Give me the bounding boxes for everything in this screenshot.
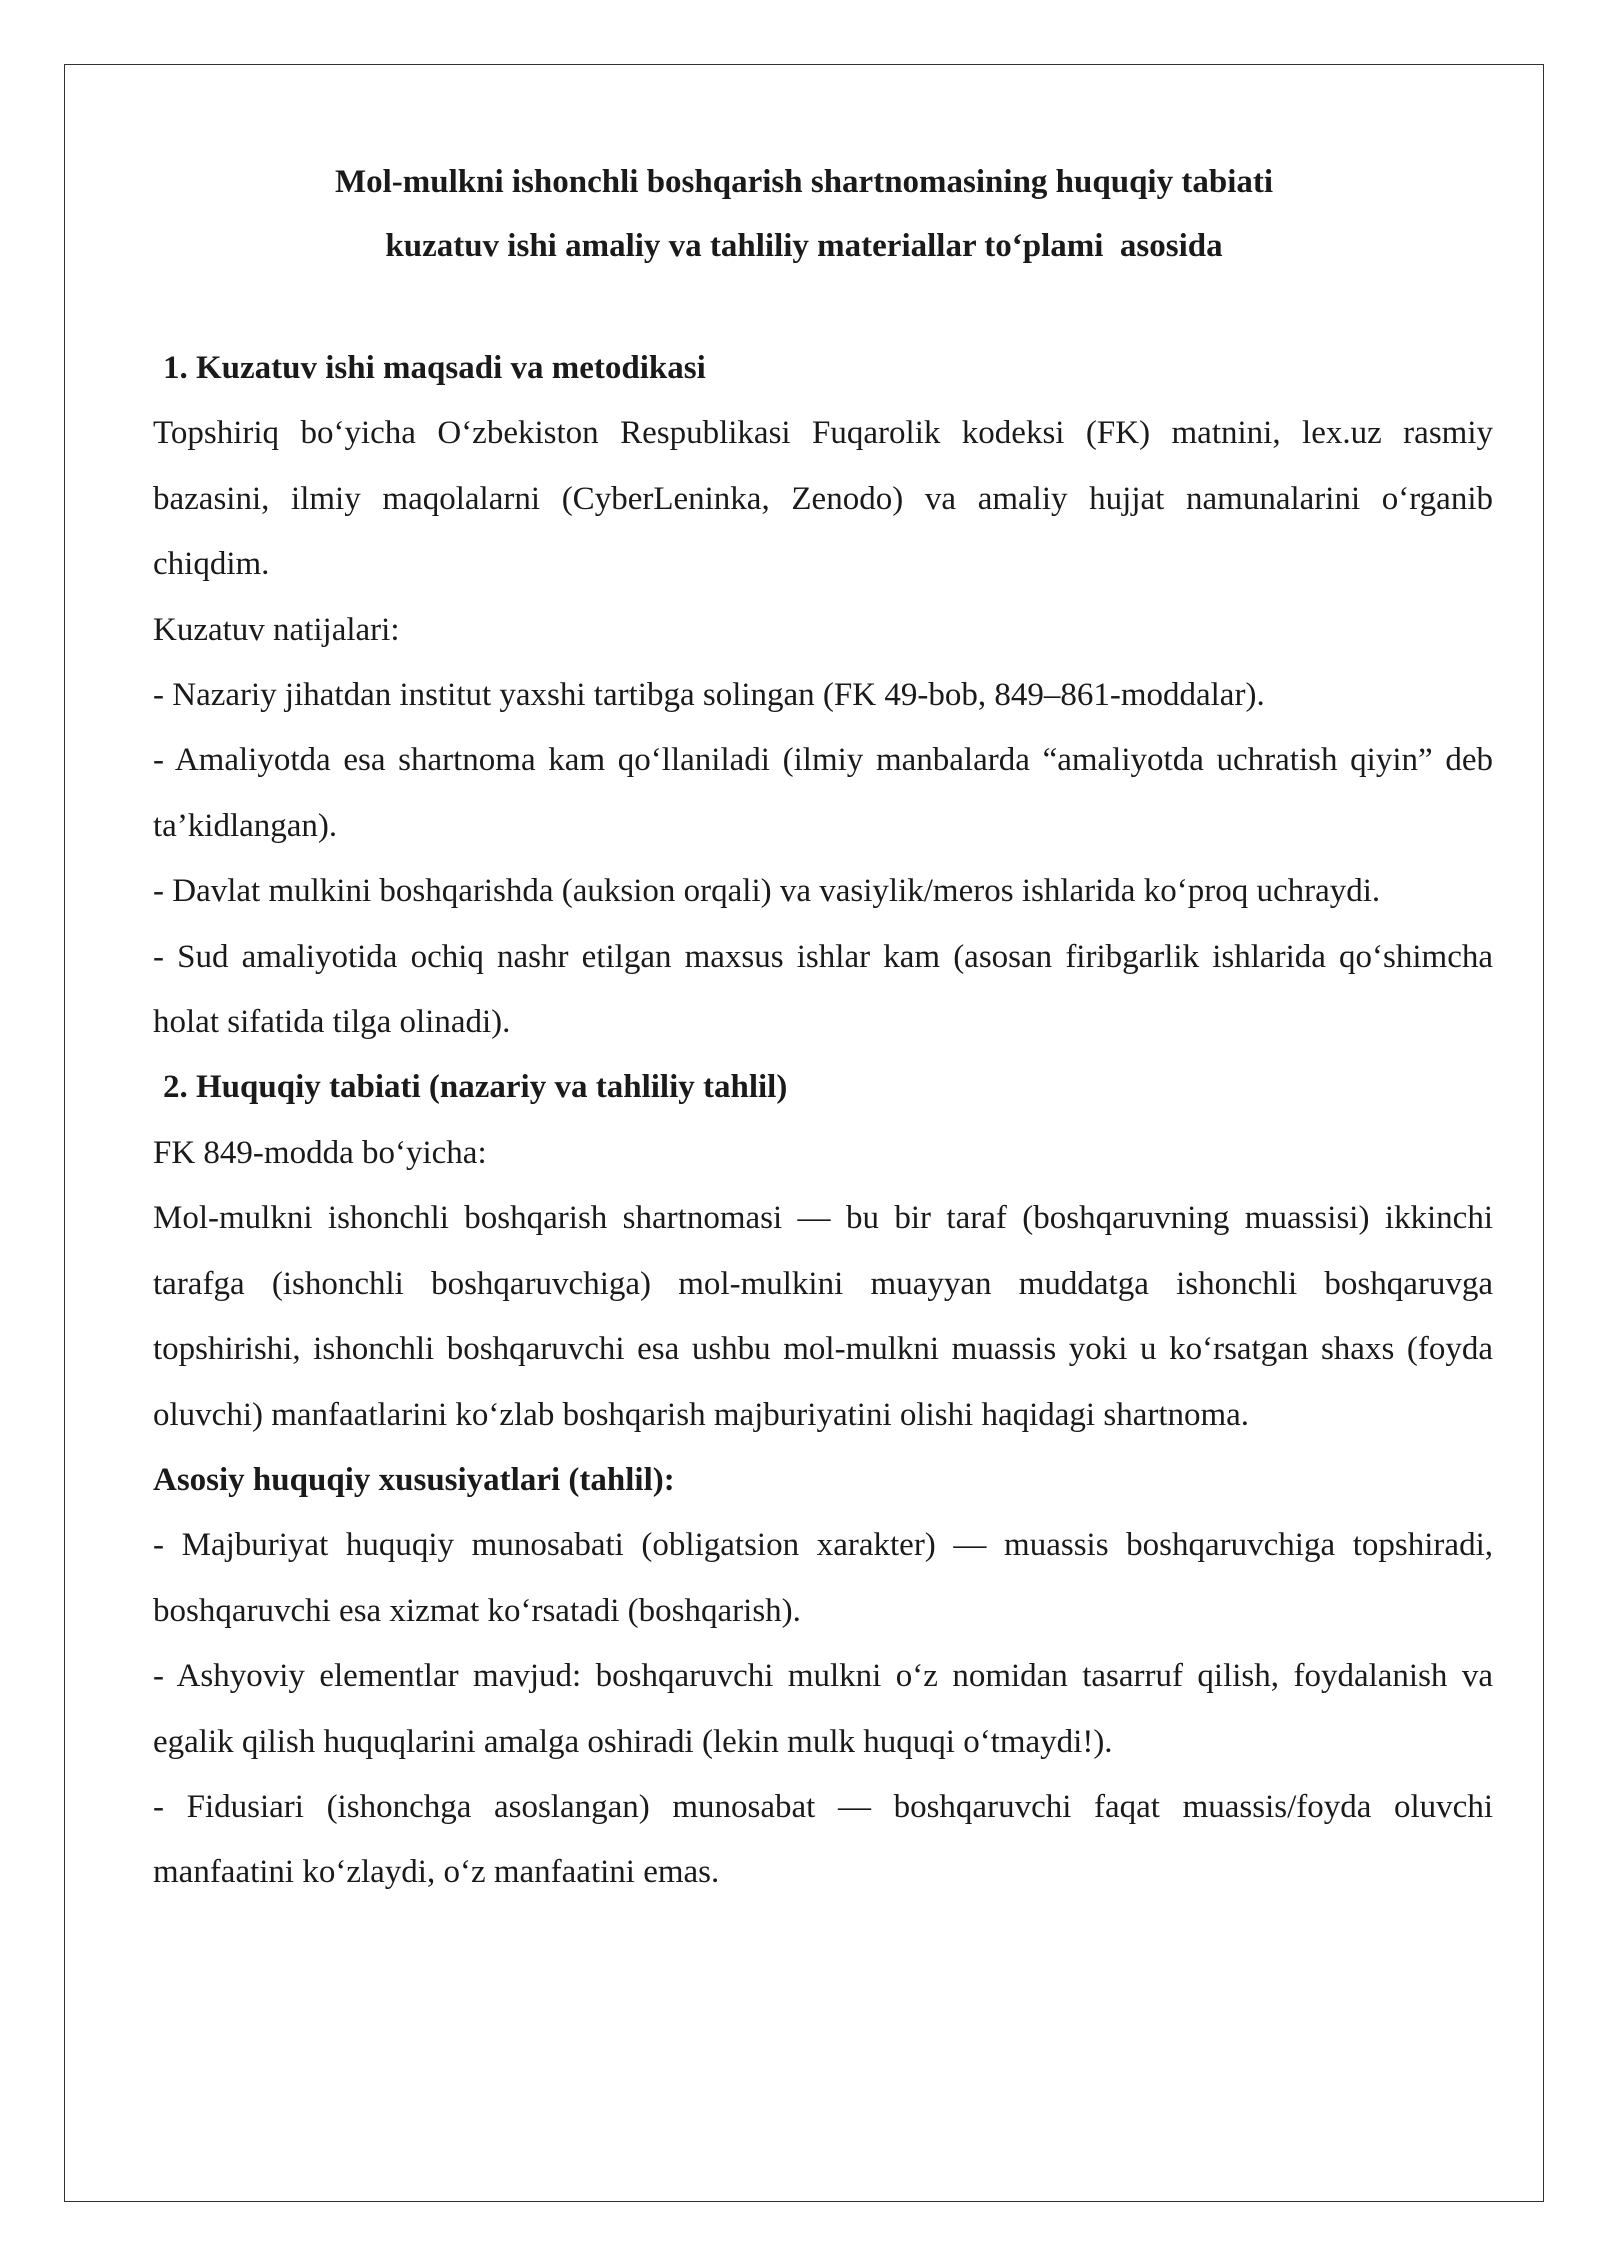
features-heading: Asosiy huquqiy xususiyatlari (tahlil): <box>153 1461 675 1498</box>
section-1-intro: Topshiriq bo‘yicha O‘zbekiston Respublikasi Fuqarolik kodeksi (FK) matnini, lex.uz rasmiy bazasini, ilmiy maqolalarni (CyberLeninka, Zenodo) va amaliy hujjat namunalarini o‘rganib chiqdim. <box>153 415 1493 583</box>
feature-item: - Ashyoviy elementlar mavjud: boshqaruvchi mulkni o‘z nomidan tasarruf qilish, foydalanish va egalik qilish huquqlarini amalga oshiradi (lekin mulk huquqi o‘tmaydi!). <box>153 1658 1493 1760</box>
result-item: - Davlat mulkini boshqarishda (auksion orqali) va vasiylik/meros ishlarida ko‘proq uchraydi. <box>153 873 1381 910</box>
title-line-1: Mol-mulkni ishonchli boshqarish shartnomasining huquqiy tabiati <box>334 164 1274 200</box>
contract-definition: Mol-mulkni ishonchli boshqarish shartnomasi — bu bir taraf (boshqaruvning muassisi) ikkinchi tarafga (ishonchli boshqaruvchiga) mol-mulkini muayyan muddatga ishonchli boshqaruvga topshirishi, ishonchli boshqaruvchi esa ushbu mol-mulkni muassis yoki u ko‘rsatgan shaxs (foyda oluvchi) manfaatlarini ko‘zlab boshqarish majburiyatini olishi haqidagi shartnoma. <box>153 1200 1493 1433</box>
section-1-heading: 1. Kuzatuv ishi maqsadi va metodikasi <box>163 350 706 386</box>
feature-item: - Majburiyat huquqiy munosabati (obligatsion xarakter) — muassis boshqaruvchiga topshiradi, boshqaruvchi esa xizmat ko‘rsatadi (boshqarish). <box>153 1527 1493 1629</box>
section-2-heading: 2. Huquqiy tabiati (nazariy va tahliliy tahlil) <box>163 1069 788 1106</box>
document-body <box>153 336 1493 1906</box>
result-item: - Amaliyotda esa shartnoma kam qo‘llaniladi (ilmiy manbalarda “amaliyotda uchratish qiyin” deb ta’kidlangan). <box>153 742 1493 844</box>
article-reference: FK 849-modda bo‘yicha: <box>153 1134 487 1171</box>
results-label: Kuzatuv natijalari: <box>153 611 400 648</box>
result-item: - Nazariy jihatdan institut yaxshi tartibga solingan (FK 49-bob, 849–861-moddalar). <box>153 677 1265 714</box>
title-line-2: kuzatuv ishi amaliy va tahliliy materiallar to‘plami asosida <box>385 228 1223 264</box>
feature-item: - Fidusiari (ishonchga asoslangan) munosabat — boshqaruvchi faqat muassis/foyda oluvchi manfaatini ko‘zlaydi, o‘z manfaatini emas. <box>153 1788 1493 1891</box>
result-item: - Sud amaliyotida ochiq nashr etilgan maxsus ishlar kam (asosan firibgarlik ishlarida qo‘shimcha holat sifatida tilga olinadi). <box>153 938 1493 1041</box>
document-title <box>64 150 1544 278</box>
